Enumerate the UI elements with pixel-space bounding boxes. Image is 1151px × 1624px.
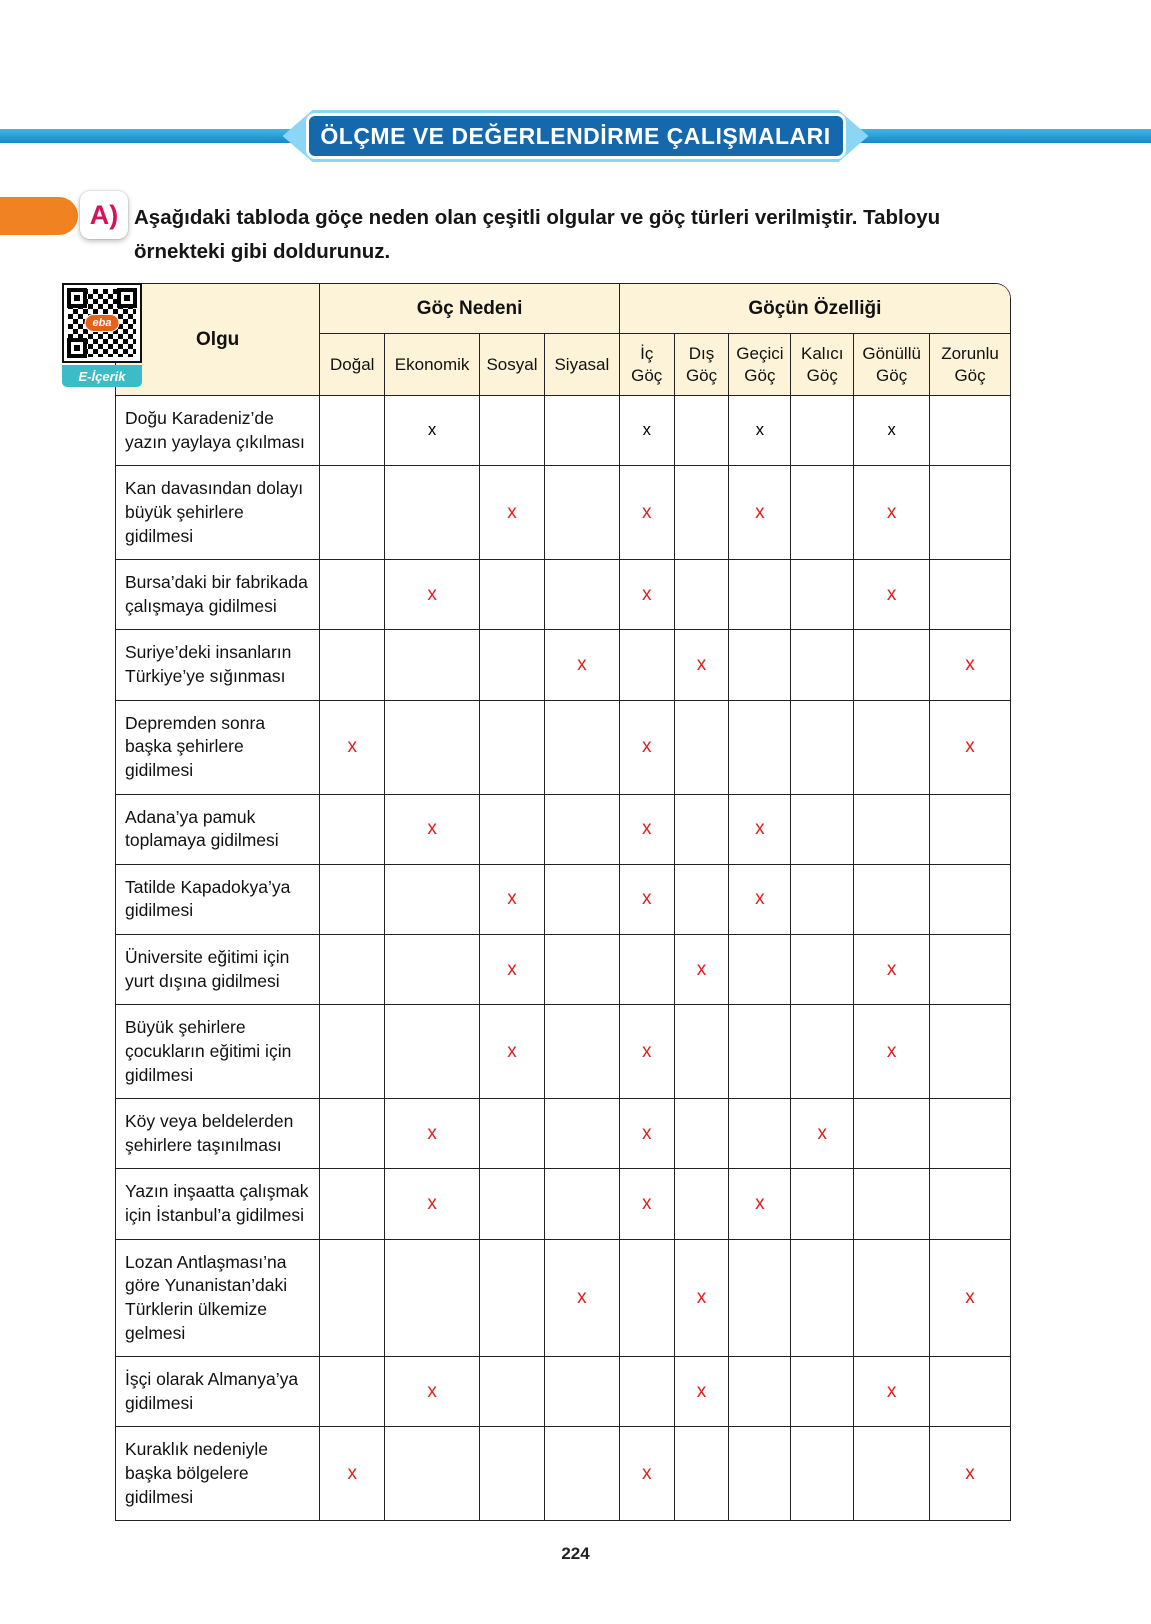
mark-cell bbox=[930, 1357, 1010, 1427]
olgu-text: Yazın inşaatta çalışmak için İstanbul’a gidilmesi bbox=[116, 1169, 320, 1239]
mark-cell bbox=[791, 865, 854, 935]
table-row bbox=[116, 1357, 1010, 1427]
qr-finder-icon bbox=[117, 288, 137, 308]
mark-cell bbox=[930, 865, 1010, 935]
mark-cell-checked: x bbox=[854, 935, 930, 1005]
mark-cell bbox=[729, 1099, 791, 1169]
table-row bbox=[116, 865, 1010, 935]
mark-cell-checked: x bbox=[675, 630, 730, 700]
olgu-text: Büyük şehirlere çocukların eğitimi için gidilmesi bbox=[116, 1005, 320, 1099]
mark-cell-checked: x bbox=[620, 701, 675, 795]
mark-cell bbox=[480, 795, 545, 865]
mark-cell bbox=[791, 630, 854, 700]
olgu-text: Doğu Karadeniz’de yazın yaylaya çıkılması bbox=[116, 396, 320, 466]
mark-cell bbox=[675, 865, 730, 935]
migration-table-wrap bbox=[115, 283, 1011, 1521]
mark-cell bbox=[320, 795, 385, 865]
mark-cell-checked: x bbox=[854, 560, 930, 630]
mark-cell bbox=[854, 701, 930, 795]
type-group-header: Göçün Özelliği bbox=[620, 284, 1010, 334]
olgu-text: Kuraklık nedeniyle başka bölgelere gidilmesi bbox=[116, 1427, 320, 1520]
mark-cell bbox=[729, 560, 791, 630]
mark-cell bbox=[545, 396, 620, 466]
mark-cell-checked: x bbox=[620, 466, 675, 560]
mark-cell bbox=[930, 466, 1010, 560]
mark-cell bbox=[930, 795, 1010, 865]
mark-cell bbox=[729, 1357, 791, 1427]
mark-cell bbox=[320, 560, 385, 630]
column-header: Dış Göç bbox=[675, 334, 730, 396]
olgu-text: Köy veya beldelerden şehirlere taşınılması bbox=[116, 1099, 320, 1169]
mark-cell-checked: x bbox=[675, 1240, 730, 1358]
column-header: Kalıcı Göç bbox=[791, 334, 854, 396]
mark-cell-checked: x bbox=[791, 1099, 854, 1169]
table-row bbox=[116, 795, 1010, 865]
column-header: İç Göç bbox=[620, 334, 675, 396]
mark-cell-checked: x bbox=[385, 560, 480, 630]
mark-cell-checked: x bbox=[854, 396, 930, 466]
mark-cell bbox=[385, 1427, 480, 1520]
olgu-text: Suriye’deki insanların Türkiye’ye sığınması bbox=[116, 630, 320, 700]
table-row bbox=[116, 466, 1010, 560]
mark-cell bbox=[854, 1169, 930, 1239]
mark-cell-checked: x bbox=[930, 1240, 1010, 1358]
mark-cell bbox=[791, 396, 854, 466]
instruction-text: Aşağıdaki tabloda göçe neden olan çeşitli olgular ve göç türleri verilmiştir. Tabloyu örnekteki gibi doldurunuz. bbox=[134, 206, 941, 263]
table-row bbox=[116, 1240, 1010, 1358]
mark-cell bbox=[385, 1240, 480, 1358]
mark-cell-checked: x bbox=[620, 865, 675, 935]
mark-cell-checked: x bbox=[385, 396, 480, 466]
column-header: Sosyal bbox=[480, 334, 545, 396]
mark-cell bbox=[480, 1099, 545, 1169]
header-banner bbox=[0, 108, 1151, 164]
mark-cell-checked: x bbox=[729, 865, 791, 935]
mark-cell bbox=[791, 1240, 854, 1358]
mark-cell bbox=[854, 865, 930, 935]
mark-cell bbox=[854, 1427, 930, 1520]
mark-cell bbox=[930, 1169, 1010, 1239]
mark-cell bbox=[385, 701, 480, 795]
mark-cell bbox=[791, 935, 854, 1005]
table-row bbox=[116, 560, 1010, 630]
group-header-row bbox=[116, 284, 1010, 334]
mark-cell-checked: x bbox=[320, 1427, 385, 1520]
mark-cell-checked: x bbox=[385, 1169, 480, 1239]
mark-cell bbox=[545, 865, 620, 935]
mark-cell bbox=[854, 1099, 930, 1169]
mark-cell bbox=[480, 1240, 545, 1358]
table-row bbox=[116, 630, 1010, 700]
mark-cell-checked: x bbox=[854, 1357, 930, 1427]
mark-cell bbox=[675, 466, 730, 560]
mark-cell-checked: x bbox=[854, 466, 930, 560]
mark-cell bbox=[385, 630, 480, 700]
mark-cell-checked: x bbox=[729, 795, 791, 865]
mark-cell-checked: x bbox=[620, 795, 675, 865]
mark-cell-checked: x bbox=[545, 630, 620, 700]
mark-cell bbox=[480, 1427, 545, 1520]
mark-cell bbox=[930, 1099, 1010, 1169]
mark-cell bbox=[480, 701, 545, 795]
mark-cell-checked: x bbox=[385, 1357, 480, 1427]
mark-cell bbox=[791, 795, 854, 865]
mark-cell bbox=[854, 1240, 930, 1358]
column-header: Geçici Göç bbox=[729, 334, 791, 396]
mark-cell bbox=[320, 1099, 385, 1169]
olgu-text: Tatilde Kapadokya’ya gidilmesi bbox=[116, 865, 320, 935]
page-number: 224 bbox=[561, 1544, 590, 1563]
table-row bbox=[116, 701, 1010, 795]
mark-cell-checked: x bbox=[620, 1169, 675, 1239]
mark-cell bbox=[620, 935, 675, 1005]
e-content-block bbox=[62, 283, 142, 387]
mark-cell bbox=[791, 1169, 854, 1239]
mark-cell-checked: x bbox=[320, 701, 385, 795]
mark-cell bbox=[320, 1169, 385, 1239]
mark-cell bbox=[675, 1169, 730, 1239]
mark-cell bbox=[545, 466, 620, 560]
section-orange-tab bbox=[0, 197, 78, 235]
table-row bbox=[116, 396, 1010, 466]
mark-cell-checked: x bbox=[620, 560, 675, 630]
mark-cell bbox=[854, 795, 930, 865]
mark-cell-checked: x bbox=[675, 935, 730, 1005]
mark-cell-checked: x bbox=[729, 1169, 791, 1239]
qr-finder-icon bbox=[67, 338, 87, 358]
mark-cell bbox=[675, 701, 730, 795]
olgu-text: Lozan Antlaşması’na göre Yunanistan’daki Türklerin ülkemize gelmesi bbox=[116, 1240, 320, 1358]
mark-cell-checked: x bbox=[620, 1005, 675, 1099]
mark-cell bbox=[320, 1357, 385, 1427]
mark-cell bbox=[675, 396, 730, 466]
mark-cell bbox=[675, 1099, 730, 1169]
mark-cell bbox=[791, 1357, 854, 1427]
mark-cell-checked: x bbox=[480, 1005, 545, 1099]
migration-table bbox=[115, 283, 1011, 1521]
column-header: Gönüllü Göç bbox=[854, 334, 930, 396]
mark-cell bbox=[620, 630, 675, 700]
mark-cell bbox=[480, 1169, 545, 1239]
mark-cell bbox=[545, 1357, 620, 1427]
page-title: ÖLÇME VE DEĞERLENDİRME ÇALIŞMALARI bbox=[306, 113, 846, 159]
mark-cell bbox=[545, 1169, 620, 1239]
mark-cell bbox=[675, 1427, 730, 1520]
mark-cell-checked: x bbox=[480, 466, 545, 560]
mark-cell-checked: x bbox=[930, 630, 1010, 700]
mark-cell bbox=[675, 795, 730, 865]
mark-cell-checked: x bbox=[854, 1005, 930, 1099]
mark-cell bbox=[545, 701, 620, 795]
mark-cell bbox=[320, 396, 385, 466]
mark-cell-checked: x bbox=[480, 865, 545, 935]
table-row bbox=[116, 1169, 1010, 1239]
mark-cell-checked: x bbox=[675, 1357, 730, 1427]
mark-cell bbox=[385, 466, 480, 560]
mark-cell-checked: x bbox=[480, 935, 545, 1005]
mark-cell bbox=[729, 935, 791, 1005]
column-header: Ekonomik bbox=[385, 334, 480, 396]
mark-cell-checked: x bbox=[729, 466, 791, 560]
mark-cell bbox=[930, 935, 1010, 1005]
mark-cell bbox=[791, 466, 854, 560]
mark-cell bbox=[480, 630, 545, 700]
column-header: Doğal bbox=[320, 334, 385, 396]
olgu-column-header: Olgu bbox=[116, 284, 320, 396]
mark-cell bbox=[480, 560, 545, 630]
mark-cell bbox=[320, 466, 385, 560]
mark-cell bbox=[791, 701, 854, 795]
mark-cell bbox=[320, 630, 385, 700]
mark-cell bbox=[791, 1427, 854, 1520]
mark-cell bbox=[930, 396, 1010, 466]
qr-code bbox=[62, 283, 142, 363]
olgu-text: Üniversite eğitimi için yurt dışına gidilmesi bbox=[116, 935, 320, 1005]
table-row bbox=[116, 935, 1010, 1005]
mark-cell bbox=[545, 560, 620, 630]
mark-cell bbox=[729, 1240, 791, 1358]
mark-cell bbox=[854, 630, 930, 700]
section-label: A) bbox=[80, 191, 128, 239]
eba-logo: eba bbox=[85, 314, 120, 332]
table-row bbox=[116, 1005, 1010, 1099]
column-header: Zorunlu Göç bbox=[930, 334, 1010, 396]
mark-cell-checked: x bbox=[729, 396, 791, 466]
olgu-text: Kan davasından dolayı büyük şehirlere gidilmesi bbox=[116, 466, 320, 560]
mark-cell-checked: x bbox=[620, 1099, 675, 1169]
table-row bbox=[116, 1427, 1010, 1520]
mark-cell bbox=[545, 795, 620, 865]
mark-cell-checked: x bbox=[620, 396, 675, 466]
mark-cell bbox=[320, 865, 385, 935]
mark-cell bbox=[620, 1240, 675, 1358]
mark-cell bbox=[729, 1005, 791, 1099]
mark-cell-checked: x bbox=[930, 701, 1010, 795]
table-row bbox=[116, 1099, 1010, 1169]
mark-cell bbox=[320, 1005, 385, 1099]
mark-cell bbox=[729, 1427, 791, 1520]
e-content-label: E-İçerik bbox=[62, 365, 142, 387]
mark-cell bbox=[729, 630, 791, 700]
mark-cell bbox=[385, 1005, 480, 1099]
olgu-text: Bursa’daki bir fabrikada çalışmaya gidilmesi bbox=[116, 560, 320, 630]
olgu-text: İşçi olarak Almanya’ya gidilmesi bbox=[116, 1357, 320, 1427]
mark-cell bbox=[620, 1357, 675, 1427]
mark-cell bbox=[545, 1099, 620, 1169]
mark-cell-checked: x bbox=[545, 1240, 620, 1358]
mark-cell-checked: x bbox=[620, 1427, 675, 1520]
mark-cell bbox=[480, 1357, 545, 1427]
mark-cell-checked: x bbox=[385, 1099, 480, 1169]
mark-cell bbox=[545, 1005, 620, 1099]
column-header: Siyasal bbox=[545, 334, 620, 396]
mark-cell bbox=[930, 560, 1010, 630]
mark-cell bbox=[480, 396, 545, 466]
mark-cell bbox=[385, 865, 480, 935]
mark-cell bbox=[320, 1240, 385, 1358]
cause-group-header: Göç Nedeni bbox=[320, 284, 620, 334]
mark-cell bbox=[729, 701, 791, 795]
mark-cell bbox=[930, 1005, 1010, 1099]
qr-finder-icon bbox=[67, 288, 87, 308]
mark-cell bbox=[791, 560, 854, 630]
mark-cell bbox=[545, 1427, 620, 1520]
mark-cell bbox=[385, 935, 480, 1005]
mark-cell bbox=[320, 935, 385, 1005]
olgu-text: Depremden sonra başka şehirlere gidilmesi bbox=[116, 701, 320, 795]
mark-cell bbox=[791, 1005, 854, 1099]
mark-cell-checked: x bbox=[930, 1427, 1010, 1520]
mark-cell bbox=[545, 935, 620, 1005]
olgu-text: Adana’ya pamuk toplamaya gidilmesi bbox=[116, 795, 320, 865]
mark-cell-checked: x bbox=[385, 795, 480, 865]
mark-cell bbox=[675, 1005, 730, 1099]
mark-cell bbox=[675, 560, 730, 630]
